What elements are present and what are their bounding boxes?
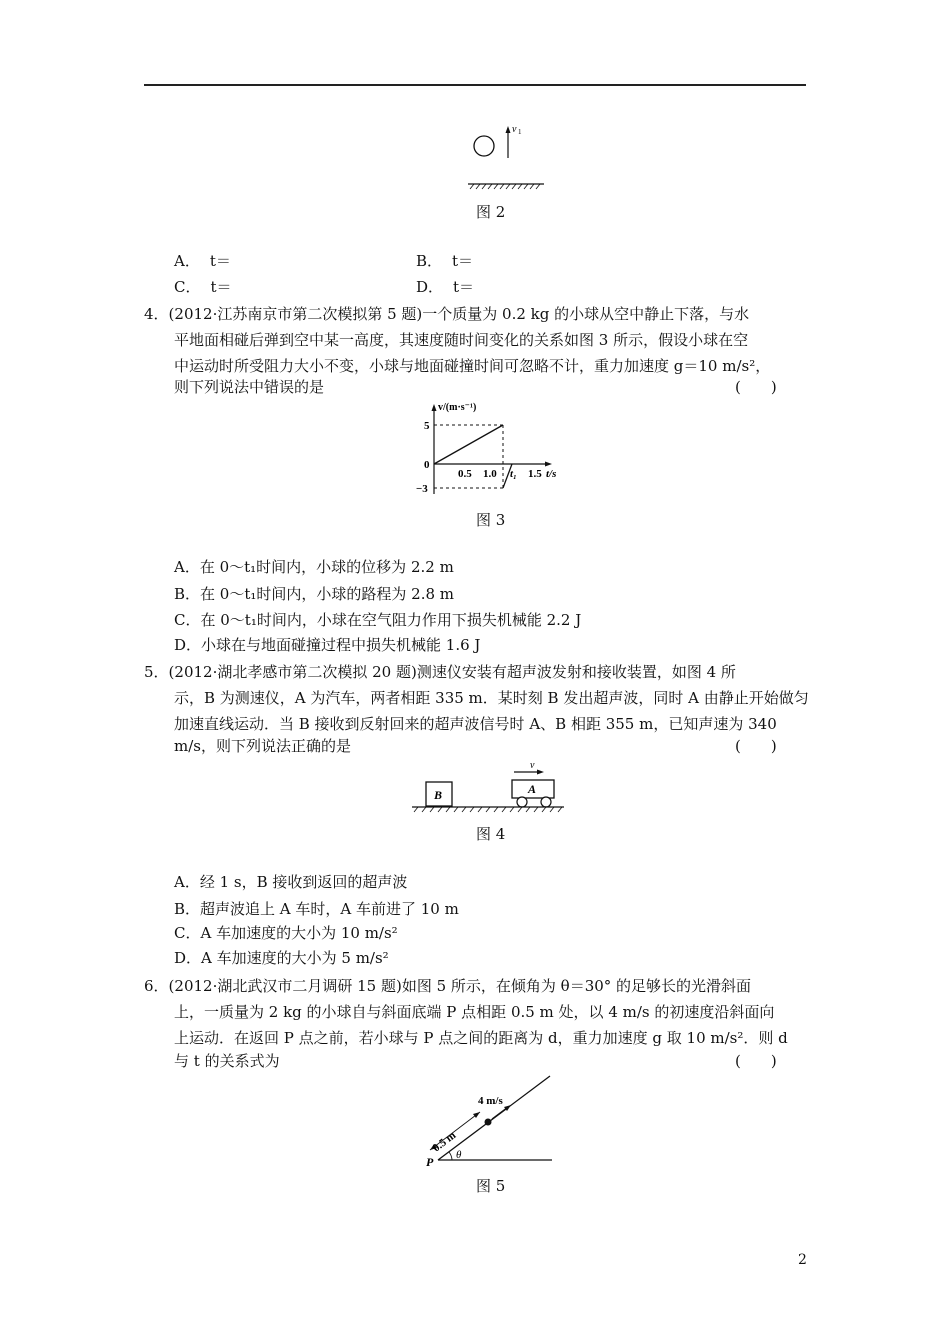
- fig4-box-b: B: [434, 788, 443, 802]
- figure-5: [418, 1072, 568, 1172]
- fig3-xlabel: t/s: [546, 468, 557, 480]
- q5-line-1: 5．(2012·湖北孝感市第二次模拟 20 题)测速仪安装有超声波发射和接收装置，如图 4 所: [144, 663, 736, 681]
- fig3-tick-1-0: 1.0: [483, 468, 497, 480]
- fig3-y-bottom: −3: [416, 483, 428, 495]
- q3-option-b-expr: t＝: [452, 252, 474, 270]
- fig5-point-p: P: [426, 1155, 434, 1169]
- page-number: 2: [798, 1252, 807, 1268]
- q6-line-3: 上运动．在返回 P 点之前，若小球与 P 点之间的距离为 d，重力加速度 g 取 10 m/s²．则 d: [174, 1029, 788, 1047]
- fig5-speed: 4 m/s: [478, 1095, 503, 1107]
- q4-option-a: A．在 0～t₁时间内，小球的位移为 2.2 m: [174, 558, 454, 576]
- fig5-distance: 0.5 m: [430, 1129, 459, 1155]
- q3-option-d-label: D．: [416, 278, 444, 296]
- q6-line-1: 6．(2012·湖北武汉市二月调研 15 题)如图 5 所示，在倾角为 θ＝30° 的足够长的光滑斜面: [144, 977, 752, 995]
- q3-option-a-expr: t＝: [209, 252, 231, 270]
- q4-option-c: C．在 0～t₁时间内，小球在空气阻力作用下损失机械能 2.2 J: [174, 611, 582, 629]
- ball-on-incline: [485, 1119, 492, 1126]
- figure-4: [408, 760, 568, 816]
- q5-option-c: C．A 车加速度的大小为 10 m/s²: [174, 924, 398, 942]
- q5-line-2: 示，B 为测速仪，A 为汽车，两者相距 335 m．某时刻 B 发出超声波，同时 A 由静止开始做匀: [174, 689, 809, 707]
- q6-answer-paren: ( ): [735, 1052, 777, 1070]
- q3-option-c-expr: t＝: [210, 278, 232, 296]
- fig2-v-label: v: [512, 124, 517, 135]
- q3-option-d: [416, 277, 474, 297]
- q3-option-b: [416, 251, 473, 271]
- q4-line-3: 中运动时所受阻力大小不变，小球与地面碰撞时间可忽略不计，重力加速度 g＝10 m/s²，: [174, 357, 771, 375]
- q6-line-2: 上，一质量为 2 kg 的小球自与斜面底端 P 点相距 0.5 m 处，以 4 m/s 的初速度沿斜面向: [174, 1003, 775, 1021]
- q6-line-4: 与 t 的关系式为: [174, 1052, 280, 1070]
- fig3-tick-0-5: 0.5: [458, 468, 472, 480]
- q3-option-c-label: C．: [174, 278, 201, 296]
- q5-option-b: B．超声波追上 A 车时，A 车前进了 10 m: [174, 900, 459, 918]
- car-wheel-left: [517, 797, 527, 807]
- ball-icon: [474, 136, 494, 156]
- q5-option-a: A．经 1 s，B 接收到返回的超声波: [174, 873, 408, 891]
- fig2-caption: 图 2: [476, 203, 506, 221]
- q3-option-c: [174, 277, 232, 297]
- figure-2: [460, 118, 580, 193]
- q5-line-4: m/s，则下列说法正确的是: [174, 737, 351, 755]
- q4-option-d: D．小球在与地面碰撞过程中损失机械能 1.6 J: [174, 636, 481, 654]
- fig4-cart-a: A: [528, 782, 537, 796]
- v-t-descent-line: [434, 425, 503, 464]
- fig4-velocity: v: [530, 760, 535, 771]
- q4-line-4: 则下列说法中错误的是: [174, 378, 325, 396]
- fig3-tick-t1: t₁: [510, 468, 517, 480]
- fig5-angle: θ: [456, 1149, 462, 1161]
- fig3-tick-1-5: 1.5: [528, 468, 542, 480]
- figure-3: [398, 398, 578, 498]
- q3-option-a: [174, 251, 231, 271]
- q4-answer-paren: ( ): [735, 378, 777, 396]
- q4-option-b: B．在 0～t₁时间内，小球的路程为 2.8 m: [174, 585, 454, 603]
- car-wheel-right: [541, 797, 551, 807]
- fig3-caption: 图 3: [476, 511, 506, 529]
- header-rule: [144, 84, 806, 86]
- q3-option-a-label: A．: [174, 252, 200, 270]
- q5-line-3: 加速直线运动．当 B 接收到反射回来的超声波信号时 A、B 相距 355 m，已知声速为 340: [174, 715, 777, 733]
- fig3-ylabel: v/(m·s⁻¹): [438, 402, 477, 413]
- fig4-caption: 图 4: [476, 825, 506, 843]
- fig5-caption: 图 5: [476, 1177, 506, 1195]
- fig3-y-top: 5: [424, 420, 430, 432]
- q5-option-d: D．A 车加速度的大小为 5 m/s²: [174, 949, 389, 967]
- q4-line-2: 平地面相碰后弹到空中某一高度，其速度随时间变化的关系如图 3 所示，假设小球在空: [174, 331, 749, 349]
- fig3-origin: 0: [424, 459, 430, 471]
- q3-option-d-expr: t＝: [453, 278, 475, 296]
- q4-line-1: 4．(2012·江苏南京市第二次模拟第 5 题)一个质量为 0.2 kg 的小球从空中静止下落，与水: [144, 305, 750, 323]
- q5-answer-paren: ( ): [735, 737, 777, 755]
- q3-option-b-label: B．: [416, 252, 443, 270]
- fig2-v-sub: 1: [518, 128, 522, 136]
